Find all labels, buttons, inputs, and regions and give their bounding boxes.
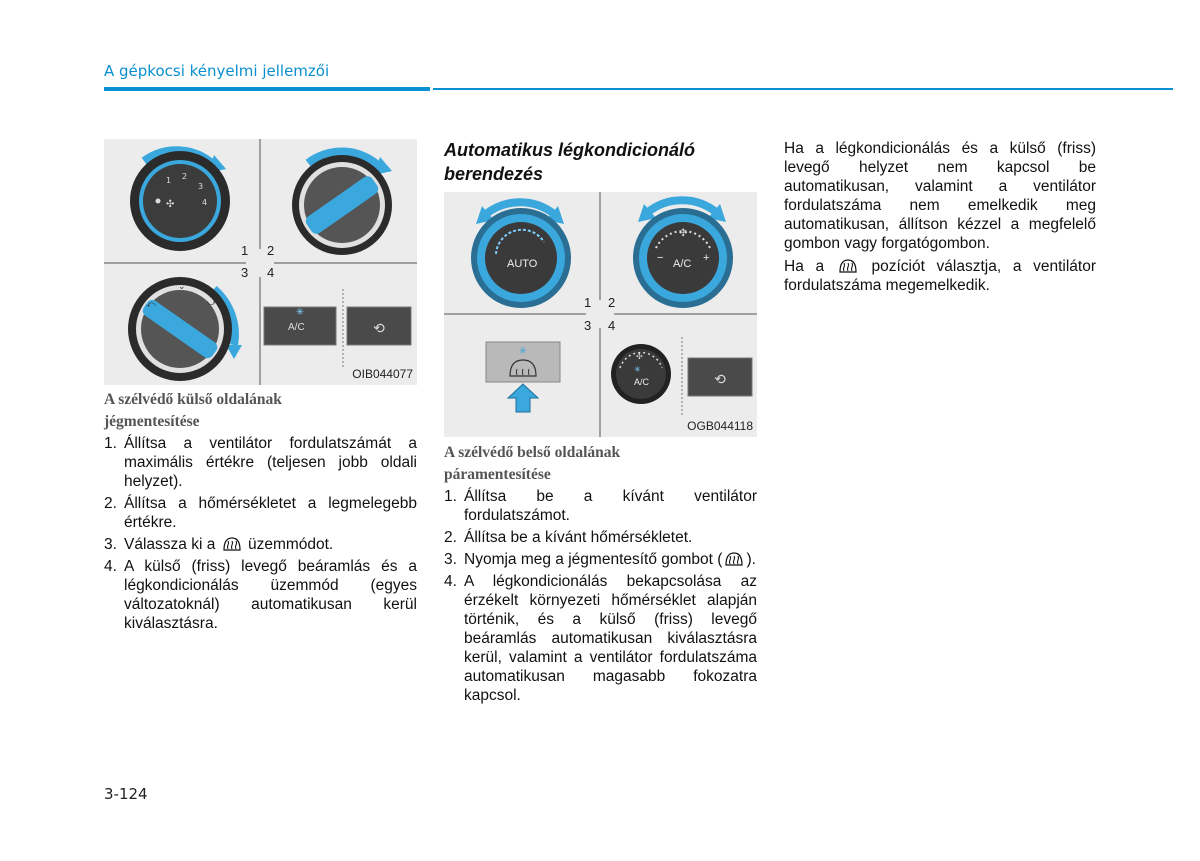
step-number: 2. [444, 529, 457, 546]
mid-steps-list [444, 487, 757, 708]
step-text: A légkondicionálás bekapcsolása az érzékelt környezeti hőmérséklet alapján történik, és a külső (friss) levegő beáramlás automatikusan kiválasztásra kerül, valamint a ventilátor fordulatszáma automatikusan magasabb fokozatra kapcsol. [464, 573, 757, 704]
mid-caption-line1: A szélvédő belső oldalának [444, 444, 621, 461]
step-text-before: Nyomja meg a jégmentesítő gombot ( [464, 551, 723, 568]
quad-num-1: 1 [241, 243, 249, 258]
mid-caption-line2: páramentesítése [444, 466, 551, 483]
svg-text:4: 4 [202, 198, 208, 207]
step-number: 4. [444, 573, 457, 590]
quad-num-3: 3 [584, 318, 592, 333]
section-title-line1: Automatikus légkondicionáló [444, 140, 696, 160]
mid-step-2 [444, 528, 757, 547]
mid-step-1 [444, 487, 757, 525]
defrost-icon [724, 551, 744, 567]
left-step-4 [104, 557, 417, 633]
mid-step-3 [444, 550, 757, 569]
quad-num-1: 1 [584, 295, 592, 310]
recirculation-button [347, 307, 411, 345]
header-rule-thin [433, 88, 1173, 90]
section-title-line2: berendezés [444, 164, 544, 184]
svg-text:⌄: ⌄ [178, 282, 186, 292]
step-text-before: Válassza ki a [124, 536, 216, 553]
svg-text:⤺: ⤺ [146, 300, 156, 310]
svg-text:⟲: ⟲ [373, 321, 385, 337]
figure-code: OGB044118 [687, 419, 753, 433]
header-rule-thick [104, 87, 430, 91]
step-number: 1. [104, 435, 117, 452]
para2-before: Ha a [784, 258, 825, 275]
left-steps-list [104, 434, 417, 636]
header-title: A gépkocsi kényelmi jellemzői [104, 62, 330, 80]
mid-step-4 [444, 572, 757, 705]
ac-label: A/C [288, 322, 305, 333]
mid-caption [444, 442, 620, 486]
page-number: 3-124 [104, 785, 148, 803]
auto-label: AUTO [507, 258, 538, 270]
mode-knob [128, 277, 242, 381]
press-arrow [508, 384, 538, 412]
svg-text:✣: ✣ [636, 352, 643, 361]
left-caption [104, 389, 282, 433]
auto-recirculation-button [688, 358, 752, 396]
left-step-1 [104, 434, 417, 491]
plus-label: + [703, 252, 710, 264]
auto-temperature-knob [633, 200, 733, 308]
minus-label: − [657, 252, 664, 264]
svg-text:✣: ✣ [166, 199, 175, 210]
svg-text:✳: ✳ [518, 346, 528, 357]
small-ac-knob [611, 344, 671, 404]
step-text-after: ). [746, 551, 756, 568]
left-caption-line2: jégmentesítése [104, 413, 200, 430]
section-title [444, 138, 695, 186]
quad-num-2: 2 [267, 243, 275, 258]
front-defrost-button [486, 342, 560, 382]
right-paragraph-2 [784, 257, 1096, 295]
right-paragraph-1: Ha a légkondicionálás és a külső (friss) levegő helyzet nem kapcsol be automatikusan, valamint a ventilátor fordulatszáma nem emelkedik meg automatikusan, állítson kézzel a megfelelő gombon vagy forgatógombon. [784, 140, 1096, 252]
defrost-icon [222, 536, 242, 552]
step-number: 3. [444, 551, 457, 568]
fan-speed-knob [130, 150, 230, 251]
step-text: Állítsa a hőmérsékletet a legmelegebb értékre. [124, 495, 417, 531]
auto-fan-knob [471, 202, 571, 308]
step-text-after: üzemmódot. [247, 536, 334, 553]
quad-num-4: 4 [608, 318, 616, 333]
quad-num-4: 4 [267, 265, 275, 280]
step-number: 3. [104, 536, 117, 553]
figure-code: OIB044077 [352, 367, 413, 381]
step-number: 1. [444, 488, 457, 505]
left-caption-line1: A szélvédő külső oldalának [104, 391, 282, 408]
svg-text:1: 1 [166, 176, 172, 185]
auto-climate-figure [444, 192, 757, 437]
svg-text:✳: ✳ [634, 365, 641, 374]
step-text: A külső (friss) levegő beáramlás és a légkondicionálás üzemmód (egyes változatoknál) automatikusan kerül kiválasztásra. [124, 558, 417, 632]
svg-text:⤻: ⤻ [207, 298, 217, 308]
svg-text:2: 2 [182, 172, 188, 181]
temperature-knob [292, 151, 392, 255]
svg-text:⟲: ⟲ [714, 372, 726, 388]
svg-text:✣: ✣ [679, 228, 688, 239]
para2-after: pozíciót választja, a ventilátor fordulatszáma megemelkedik. [784, 258, 1096, 294]
manual-climate-illustration [104, 139, 417, 385]
svg-text:3: 3 [198, 182, 204, 191]
small-ac-label: A/C [634, 377, 650, 387]
defrost-icon [838, 258, 858, 274]
quad-num-3: 3 [241, 265, 249, 280]
quad-num-2: 2 [608, 295, 616, 310]
step-text: Állítsa be a kívánt hőmérsékletet. [464, 529, 693, 546]
svg-text:✳: ✳ [295, 307, 305, 318]
step-text: Állítsa a ventilátor fordulatszámát a maximális értékre (teljesen jobb oldali helyzet). [124, 435, 417, 490]
left-step-2 [104, 494, 417, 532]
manual-climate-figure [104, 139, 417, 385]
step-text: Állítsa be a kívánt ventilátor fordulatszámot. [464, 488, 757, 524]
ac-label: A/C [673, 258, 692, 270]
step-number: 2. [104, 495, 117, 512]
auto-climate-illustration [444, 192, 757, 437]
left-step-3 [104, 535, 417, 554]
step-number: 4. [104, 558, 117, 575]
